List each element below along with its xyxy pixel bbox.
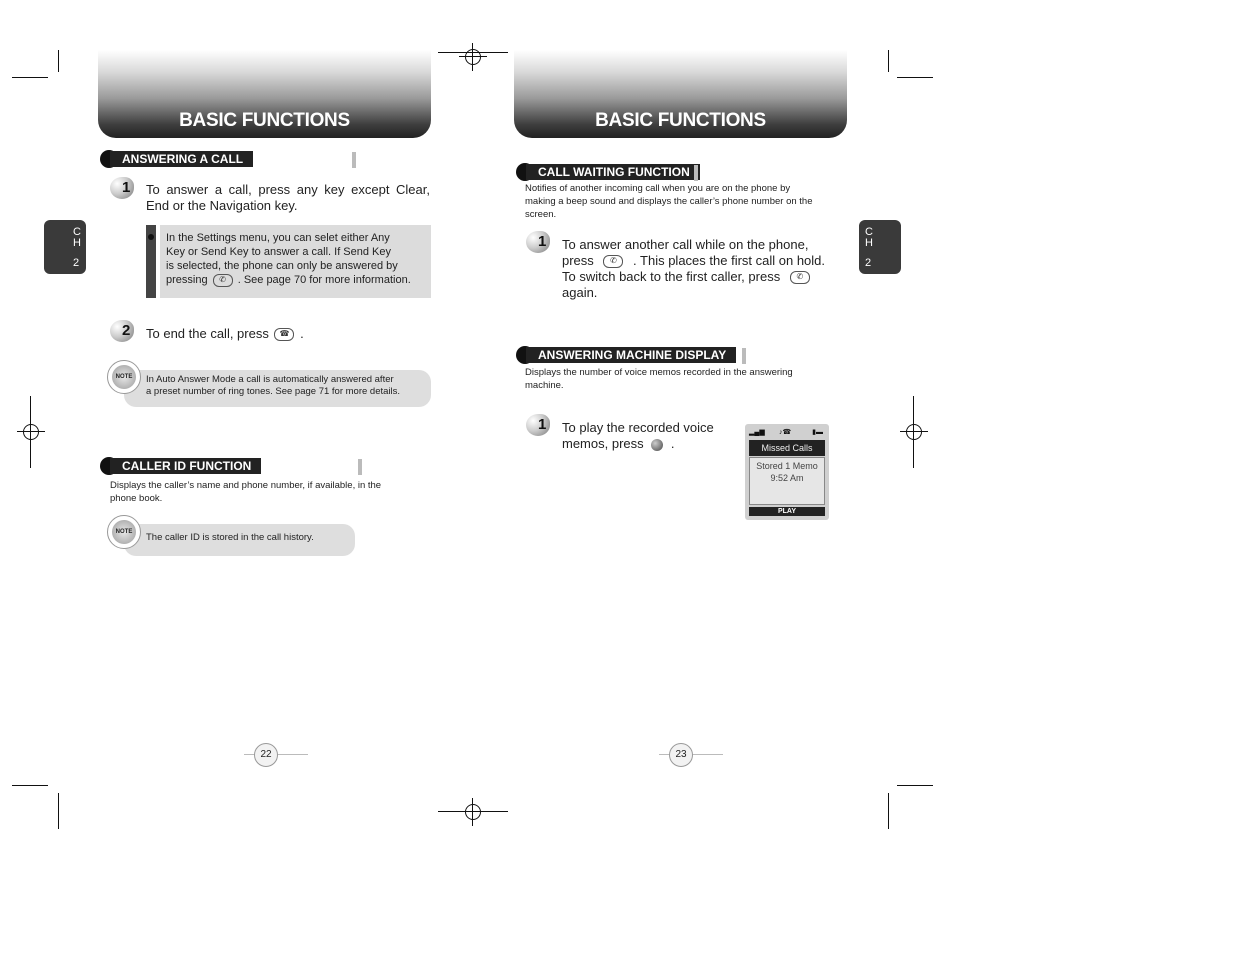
section-edge xyxy=(352,152,356,168)
info-line: In the Settings menu, you can selet either Any xyxy=(166,232,390,244)
battery-icon: ▮▬ xyxy=(812,429,823,436)
desc-line: Notifies of another incoming call when you are on the phone by xyxy=(525,183,791,194)
info-line: is selected, the phone can only be answered by xyxy=(166,260,398,272)
page-title: BASIC FUNCTIONS xyxy=(595,110,766,131)
section-header-call-waiting xyxy=(516,163,701,181)
desc-line: phone book. xyxy=(110,493,163,504)
phone-screen xyxy=(745,424,829,520)
step1-text: To answer a call, press any key except Clear, End or the Navigation key. xyxy=(146,182,430,213)
status-bar xyxy=(749,428,825,437)
ok-key-icon xyxy=(651,439,663,451)
desc-line: Displays the caller’s name and phone number, if available, in the xyxy=(110,480,382,491)
crop-mark xyxy=(913,396,914,468)
step-line: . This places the first call on hold. xyxy=(633,253,826,268)
desc-line: screen. xyxy=(525,209,557,220)
section-title: ANSWERING A CALL xyxy=(110,151,253,167)
step-text xyxy=(562,420,737,452)
chapter-tab xyxy=(859,220,901,274)
end-key-icon: ☎ xyxy=(274,328,294,341)
step-line: memos, press xyxy=(562,436,644,451)
crop-mark xyxy=(58,793,59,829)
chapter-tab-letter: H xyxy=(73,237,81,249)
desc-line: making a beep sound and displays the caller’s phone number on the xyxy=(525,196,813,207)
crop-mark xyxy=(897,77,933,78)
section-description xyxy=(110,479,430,505)
step2-period: . xyxy=(300,326,304,341)
step2-label: To end the call, press xyxy=(146,326,269,341)
section-description xyxy=(525,366,845,392)
section-title: CALL WAITING FUNCTION xyxy=(526,164,700,180)
chapter-tab-letter: C xyxy=(865,226,873,238)
registration-mark xyxy=(459,43,487,71)
step-line: . xyxy=(670,436,675,451)
note-icon: NOTE xyxy=(107,515,141,549)
step-number-icon: 1 xyxy=(110,177,138,201)
page-number: 23 xyxy=(669,743,693,767)
crop-mark xyxy=(888,50,889,72)
note-line: The caller ID is stored in the call history. xyxy=(146,532,314,543)
header-banner xyxy=(514,50,847,138)
section-edge xyxy=(694,165,698,181)
registration-mark xyxy=(17,418,45,446)
step-line: again. xyxy=(562,285,598,300)
screen-line: Stored 1 Memo xyxy=(756,461,818,471)
chapter-tab-number: 2 xyxy=(73,257,80,269)
crop-mark xyxy=(30,396,31,468)
section-header-answering-machine xyxy=(516,346,746,364)
info-line: Key or Send Key to answer a call. If Send Key xyxy=(166,246,392,258)
step2-text xyxy=(146,326,346,342)
step-line: To play the recorded voice xyxy=(562,420,714,435)
music-icon: ♪☎ xyxy=(779,429,792,436)
chapter-tab-letter: C xyxy=(73,226,81,238)
registration-mark xyxy=(459,798,487,826)
section-header-answering xyxy=(100,150,260,168)
info-box xyxy=(160,225,431,298)
info-line: . See page 70 for more information. xyxy=(237,274,411,286)
bullet-icon xyxy=(148,234,154,240)
section-header-callerid xyxy=(100,457,265,475)
crop-mark xyxy=(897,785,933,786)
section-title: ANSWERING MACHINE DISPLAY xyxy=(526,347,736,363)
section-title: CALLER ID FUNCTION xyxy=(110,458,261,474)
crop-mark xyxy=(12,77,48,78)
step-number-icon: 1 xyxy=(526,231,554,255)
signal-icon: ▂▄▆ xyxy=(749,429,765,436)
step-number-icon: 2 xyxy=(110,320,138,344)
screen-title: Missed Calls xyxy=(749,440,825,456)
send-key-icon: ✆ xyxy=(790,271,810,284)
note-icon: NOTE xyxy=(107,360,141,394)
note-line: In Auto Answer Mode a call is automatically answered after xyxy=(146,374,394,385)
softkey-play: PLAY xyxy=(749,507,825,516)
section-edge xyxy=(358,459,362,475)
screen-line: 9:52 Am xyxy=(770,473,804,483)
chapter-tab-number: 2 xyxy=(865,257,872,269)
crop-mark xyxy=(58,50,59,72)
step-line: To switch back to the first caller, press xyxy=(562,269,781,284)
crop-mark xyxy=(888,793,889,829)
section-description xyxy=(525,182,845,221)
step-line: press xyxy=(562,253,594,268)
step-text xyxy=(562,237,847,301)
note-line: a preset number of ring tones. See page 71 for more details. xyxy=(146,386,401,397)
send-key-icon: ✆ xyxy=(213,274,233,287)
page-number: 22 xyxy=(254,743,278,767)
screen-content xyxy=(749,457,825,505)
section-edge xyxy=(742,348,746,364)
page-title: BASIC FUNCTIONS xyxy=(179,110,350,131)
registration-mark xyxy=(900,418,928,446)
crop-mark xyxy=(12,785,48,786)
info-line: pressing xyxy=(166,274,208,286)
chapter-tab xyxy=(44,220,86,274)
desc-line: machine. xyxy=(525,380,564,391)
send-key-icon: ✆ xyxy=(603,255,623,268)
chapter-tab-letter: H xyxy=(865,237,873,249)
step-number-icon: 1 xyxy=(526,414,554,438)
step-line: To answer another call while on the phone, xyxy=(562,237,809,252)
note-box xyxy=(124,370,431,407)
desc-line: Displays the number of voice memos recorded in the answering xyxy=(525,367,793,378)
note-box xyxy=(124,524,355,556)
crop-mark xyxy=(438,811,508,812)
header-banner xyxy=(98,50,431,138)
